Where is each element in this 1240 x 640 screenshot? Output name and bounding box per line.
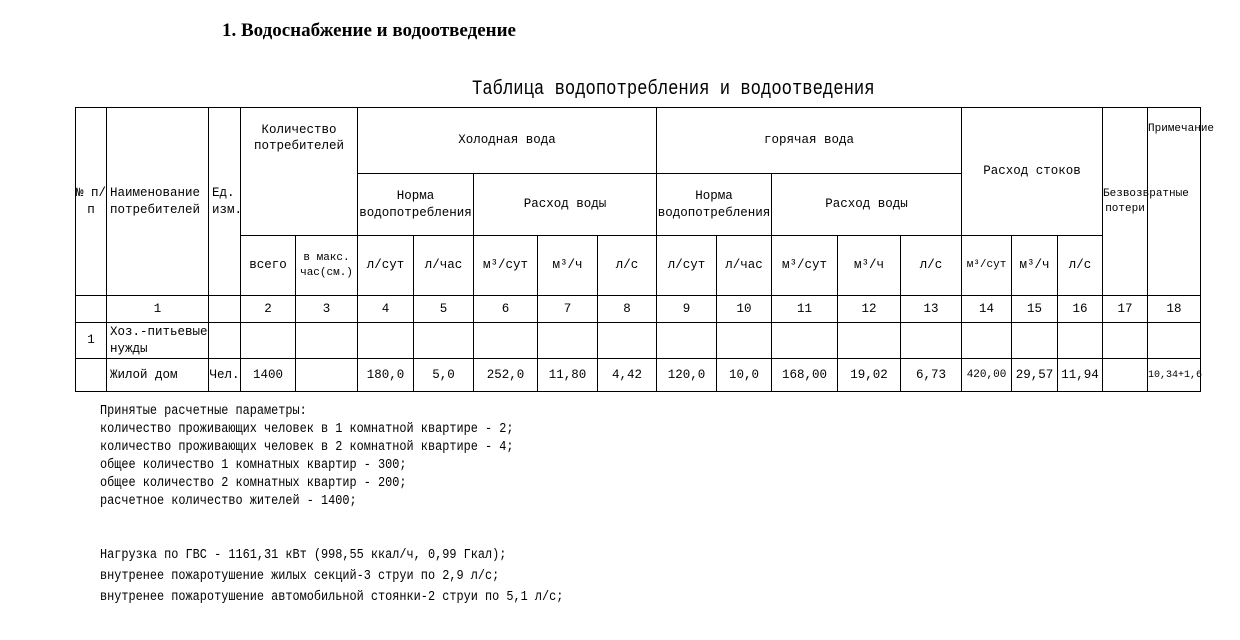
row-name: Хоз.-питьевые нужды: [107, 323, 209, 359]
header-hot-l-hour: л/час: [717, 236, 772, 296]
header-sewage-m3-day: м³/сут: [962, 236, 1012, 296]
header-unit: Ед. изм.: [209, 108, 241, 296]
row-name: Жилой дом: [107, 359, 209, 392]
row-cell: 10,0: [717, 359, 772, 392]
row-cell: 19,02: [838, 359, 901, 392]
row-cell: [657, 323, 717, 359]
row-cell: 420,00: [962, 359, 1012, 392]
header-cold-l-day: л/сут: [358, 236, 414, 296]
header-hot-water: горячая вода: [657, 108, 962, 174]
header-cold-water: Холодная вода: [358, 108, 657, 174]
parameter-line: Принятые расчетные параметры:: [100, 404, 307, 419]
header-name: Наименование потребителей: [107, 108, 209, 296]
row-cell: 168,00: [772, 359, 838, 392]
header-max-hour: в макс. час(см.): [296, 236, 358, 296]
header-total: всего: [241, 236, 296, 296]
load-line: внутренее пожаротушение автомобильной стоянки-2 струи по 5,1 л/с;: [100, 590, 564, 605]
row-cell: [598, 323, 657, 359]
row-cell: [241, 323, 296, 359]
load-notes: [100, 545, 563, 608]
row-cell: 180,0: [358, 359, 414, 392]
row-cell: [1058, 323, 1103, 359]
parameter-line: расчетное количество жителей - 1400;: [100, 494, 357, 509]
header-cold-m3-h: м³/ч: [538, 236, 598, 296]
column-number: 18: [1148, 296, 1201, 323]
column-number: 9: [657, 296, 717, 323]
row-num: [76, 359, 107, 392]
row-cell: 6,73: [901, 359, 962, 392]
table-caption: Таблица водопотребления и водоотведения: [472, 78, 875, 101]
parameter-line: общее количество 2 комнатных квартир - 200;: [100, 476, 407, 491]
header-note: Примечание: [1148, 108, 1201, 296]
row-cell: [772, 323, 838, 359]
header-sewage-m3-h: м³/ч: [1012, 236, 1058, 296]
row-cell: [838, 323, 901, 359]
column-number: 7: [538, 296, 598, 323]
design-parameters: [100, 403, 514, 511]
row-cell: [538, 323, 598, 359]
header-hot-m3-day: м³/сут: [772, 236, 838, 296]
header-sewage-l-s: л/с: [1058, 236, 1103, 296]
header-sewage: Расход стоков: [962, 108, 1103, 236]
column-number: 3: [296, 296, 358, 323]
column-number-row: [76, 296, 1201, 323]
column-number: 12: [838, 296, 901, 323]
header-cold-l-hour: л/час: [414, 236, 474, 296]
row-cell: 11,80: [538, 359, 598, 392]
row-cell: [717, 323, 772, 359]
header-num: № п/п: [76, 108, 107, 296]
water-consumption-table: [75, 107, 1215, 392]
row-cell: [962, 323, 1012, 359]
column-number: 15: [1012, 296, 1058, 323]
column-number: 1: [107, 296, 209, 323]
table-row: [76, 359, 1201, 392]
row-cell: 120,0: [657, 359, 717, 392]
row-cell: [1103, 359, 1148, 392]
row-cell: 11,94: [1058, 359, 1103, 392]
row-cell: 1400: [241, 359, 296, 392]
parameter-line: общее количество 1 комнатных квартир - 300;: [100, 458, 407, 473]
row-unit: [209, 323, 241, 359]
parameter-line: количество проживающих человек в 1 комнатной квартире - 2;: [100, 422, 514, 437]
table-row: [76, 323, 1201, 359]
row-cell: [296, 323, 358, 359]
header-cold-m3-day: м³/сут: [474, 236, 538, 296]
header-cold-norm: Норма водопотребления: [358, 174, 474, 236]
header-consumers: Количество потребителей: [241, 108, 358, 236]
header-cold-flow: Расход воды: [474, 174, 657, 236]
row-cell: [414, 323, 474, 359]
row-cell: [1103, 323, 1148, 359]
column-number: 2: [241, 296, 296, 323]
column-number: 10: [717, 296, 772, 323]
row-unit: Чел.: [209, 359, 241, 392]
row-cell: [1148, 323, 1201, 359]
load-line: Нагрузка по ГВС - 1161,31 кВт (998,55 ккал/ч, 0,99 Гкал);: [100, 548, 507, 563]
column-number: 6: [474, 296, 538, 323]
parameter-line: количество проживающих человек в 2 комнатной квартире - 4;: [100, 440, 514, 455]
column-number: 5: [414, 296, 474, 323]
header-cold-l-s: л/с: [598, 236, 657, 296]
header-hot-m3-h: м³/ч: [838, 236, 901, 296]
section-title: 1. Водоснабжение и водоотведение: [222, 20, 516, 41]
row-cell: [901, 323, 962, 359]
column-number: 14: [962, 296, 1012, 323]
column-number: 8: [598, 296, 657, 323]
row-cell: [296, 359, 358, 392]
header-hot-flow: Расход воды: [772, 174, 962, 236]
row-cell-note: 10,34+1,6: [1148, 359, 1201, 392]
column-number: 16: [1058, 296, 1103, 323]
row-cell: 252,0: [474, 359, 538, 392]
header-hot-l-s: л/с: [901, 236, 962, 296]
load-line: внутренее пожаротушение жилых секций-3 струи по 2,9 л/с;: [100, 569, 500, 584]
row-num: 1: [76, 323, 107, 359]
column-number: 13: [901, 296, 962, 323]
header-hot-l-day: л/сут: [657, 236, 717, 296]
header-irrecoverable: Безвозвратные потери: [1103, 108, 1148, 296]
row-cell: [474, 323, 538, 359]
column-number: 17: [1103, 296, 1148, 323]
row-cell: 5,0: [414, 359, 474, 392]
row-cell: 29,57: [1012, 359, 1058, 392]
row-cell: [358, 323, 414, 359]
row-cell: [1012, 323, 1058, 359]
row-cell: 4,42: [598, 359, 657, 392]
header-hot-norm: Норма водопотребления: [657, 174, 772, 236]
column-number: 4: [358, 296, 414, 323]
column-number: 11: [772, 296, 838, 323]
